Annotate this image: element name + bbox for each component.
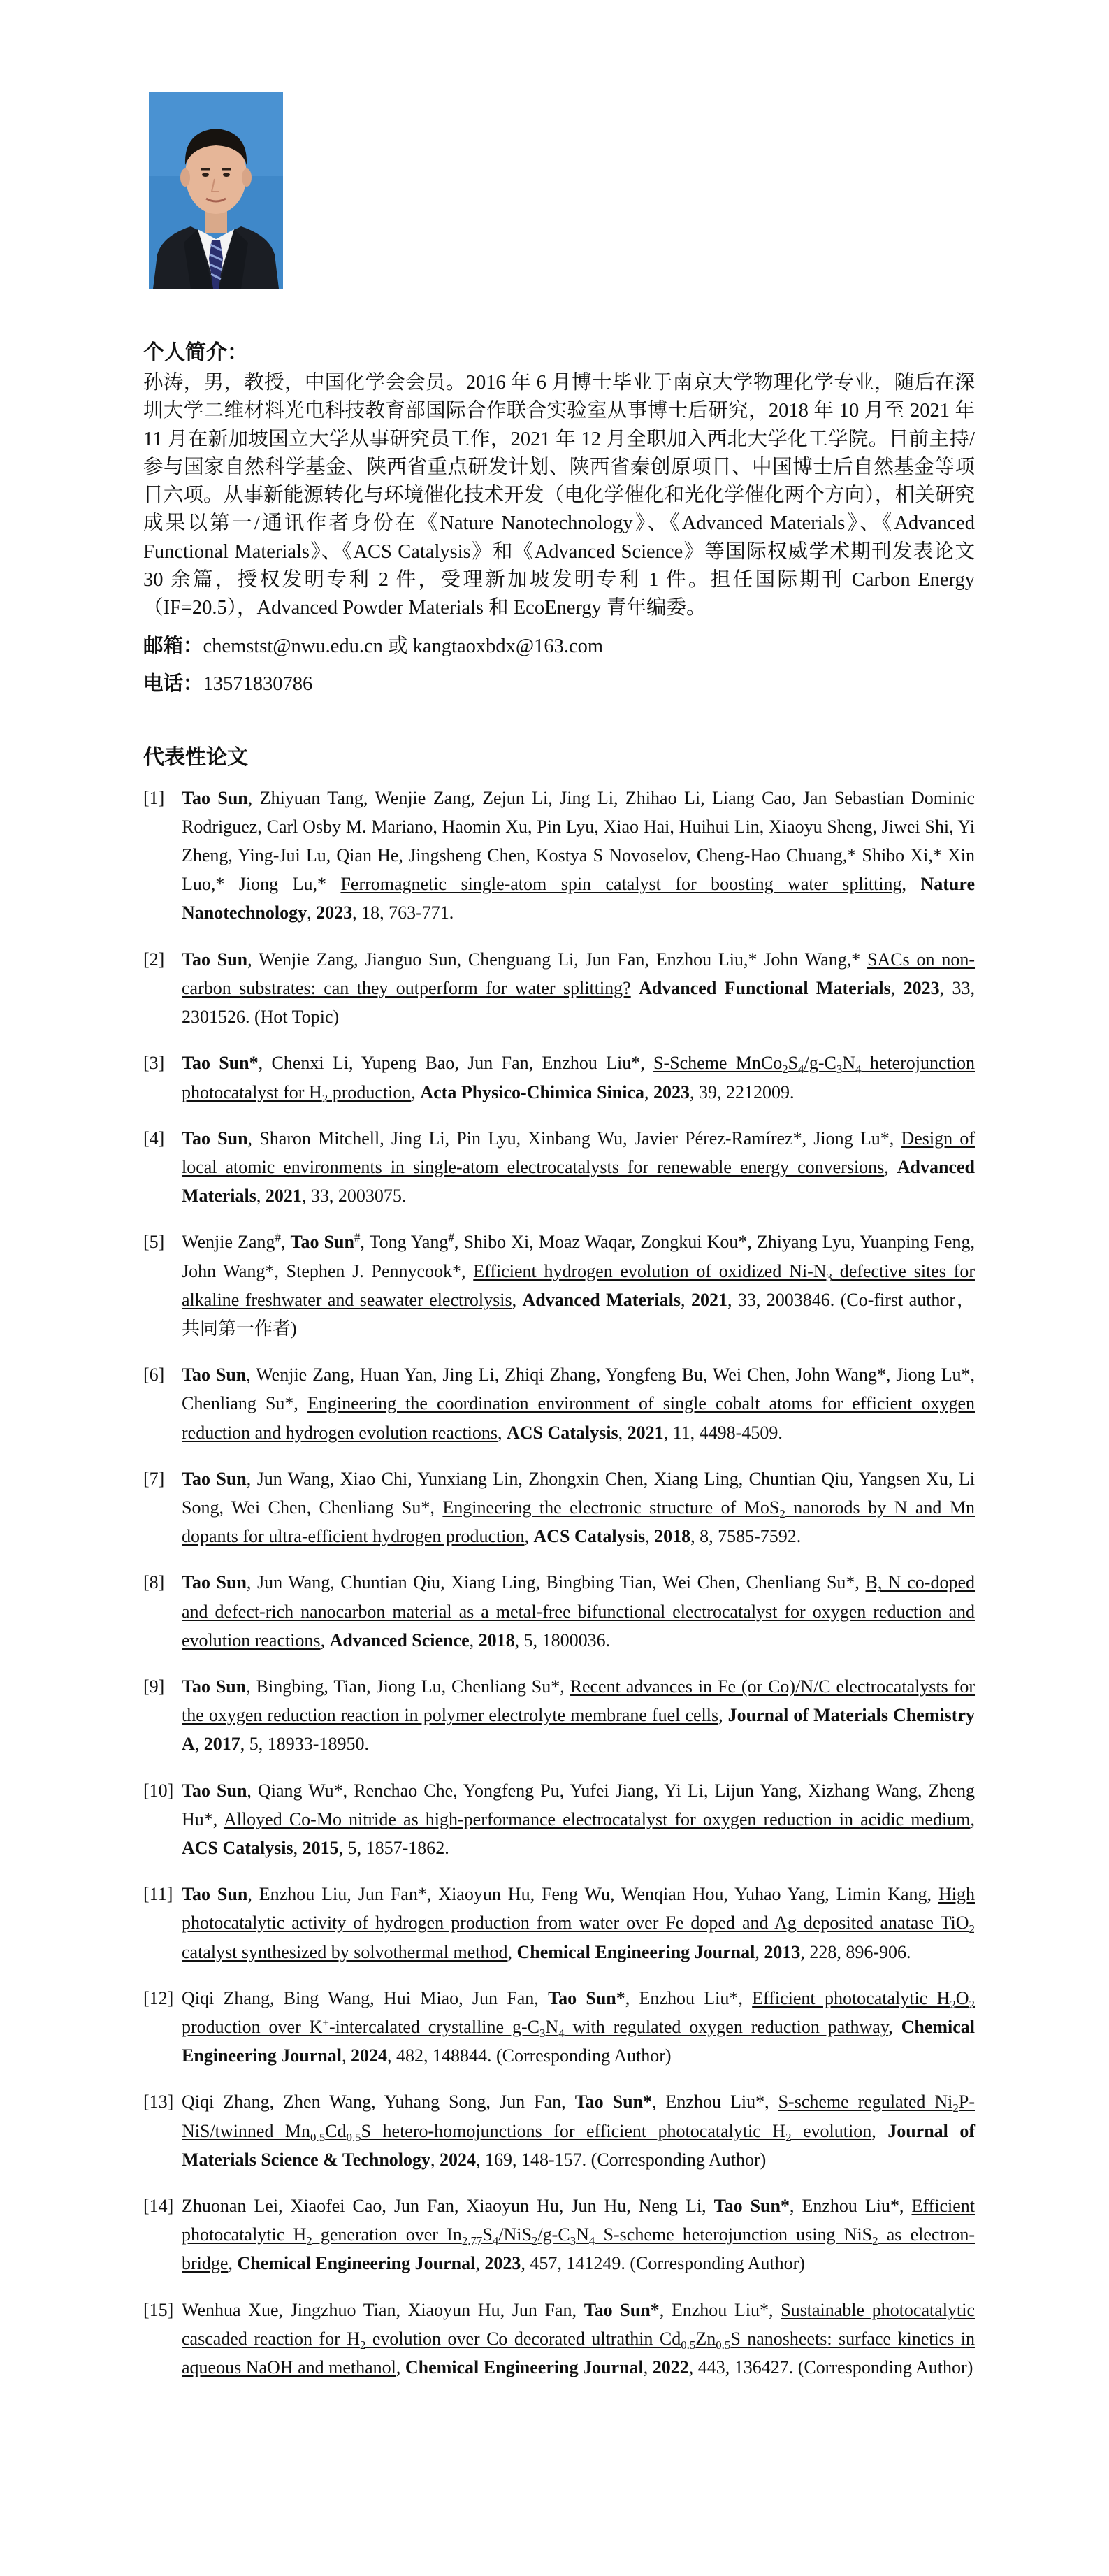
paper-number: [14] xyxy=(143,2196,174,2216)
email-row xyxy=(143,633,975,661)
paper-citation: Qiqi Zhang, Zhen Wang, Yuhang Song, Jun Fan, Tao Sun*, Enzhou Liu*, S-scheme regulated $Ni_2P-NiS$/twinned $Mn_{0.5}Cd_{0.5}S$ hetero-homojunctions for efficient photocatalytic $H_2$ evolution, Journal of Materials Science & Technology, 2024, 169, 148-157. (Corresponding Author) xyxy=(182,2092,975,2170)
bio-paragraph: 孙涛，男，教授，中国化学会会员。2016 年 6 月博士毕业于南京大学物理化学专业，随后在深圳大学二维材料光电科技教育部国际合作联合实验室从事博士后研究，2018 年 10 月至 2021 年 11 月在新加坡国立大学从事研究员工作，2021 年 12 月全职加入西北大学化工学院。目前主持/参与国家自然科学基金、陕西省重点研发计划、陕西省秦创原项目、中国博士后自然基金等项目六项。从事新能源转化与环境催化技术开发（电化学催化和光化学催化两个方向），相关研究成果以第一/通讯作者身份在《Nature Nanotechnology》、《Advanced Materials》、《Advanced Functional Materials》、《ACS Catalysis》和《Advanced Science》等国际权威学术期刊发表论文 30 余篇，授权发明专利 2 件，受理新加坡发明专利 1 件。担任国际期刊 Carbon Energy（IF=20.5），Advanced Powder Materials 和 EcoEnergy 青年编委。 xyxy=(143,372,975,619)
paper-item xyxy=(143,1465,975,1551)
paper-citation: Tao Sun, Sharon Mitchell, Jing Li, Pin Lyu, Xinbang Wu, Javier Pérez-Ramírez*, Jiong Lu*, Design of local atomic environments in single-atom electrocatalysts for renewable energy conversions, Advanced Materials, 2021, 33, 2003075. xyxy=(182,1128,976,1207)
paper-list xyxy=(143,784,975,2382)
paper-number: [13] xyxy=(143,2092,174,2113)
paper-title-link[interactable]: High photocatalytic activity of hydrogen production from water over Fe doped and Ag deposited anatase TiO$_2$ catalyst synthesized by solvothermal method xyxy=(182,1884,975,1962)
paper-title-link[interactable]: Engineering the electronic structure of MoS$_2$ nanorods by N and Mn dopants for ultra-efficient hydrogen production xyxy=(182,1497,975,1547)
paper-item xyxy=(143,1672,975,1759)
cv-content xyxy=(143,337,975,2399)
paper-item xyxy=(143,1776,975,1863)
paper-title-link[interactable]: Sustainable photocatalytic cascaded reaction for $H_2$ evolution over Co decorated ultrathin $Cd_{0.5}Zn_{0.5}S$ nanosheets: surface kinetics in aqueous NaOH and methanol xyxy=(182,2299,975,2378)
paper-citation: Tao Sun, Wenjie Zang, Jianguo Sun, Chenguang Li, Jun Fan, Enzhou Liu,* John Wang,* SACs on non-carbon substrates: can they outperform for water splitting? Advanced Functional Materials, 2023, 33, 2301526. (Hot Topic) xyxy=(182,949,976,1028)
paper-citation: Zhuonan Lei, Xiaofei Cao, Jun Fan, Xiaoyun Hu, Jun Hu, Neng Li, Tao Sun*, Enzhou Liu*, Efficient photocatalytic $H_2$ generation over $In_{2.77}S_4/NiS_2/g-C_3N_4$ S-scheme heterojunction using NiS$_2$ as electron-bridge, Chemical Engineering Journal, 2023, 457, 141249. (Corresponding Author) xyxy=(182,2196,975,2274)
paper-number: [12] xyxy=(143,1987,174,2008)
paper-number: [11] xyxy=(143,1884,173,1905)
paper-title-link[interactable]: Efficient photocatalytic $H_2O_2$ production over K+-intercalated crystalline $g-C_3N_4$ with regulated oxygen reduction pathway xyxy=(182,1987,975,2041)
paper-number: [5] xyxy=(143,1232,165,1253)
paper-number: [9] xyxy=(143,1676,165,1697)
paper-item xyxy=(143,2192,975,2278)
paper-citation: Tao Sun, Qiang Wu*, Renchao Che, Yongfeng Pu, Yufei Jiang, Yi Li, Lijun Yang, Xizhang Wang, Zheng Hu*, Alloyed Co-Mo nitride as high-performance electrocatalyst for oxygen reduction in acidic medium, ACS Catalysis, 2015, 5, 1857-1862. xyxy=(182,1780,975,1858)
paper-item xyxy=(143,2296,975,2382)
phone-row xyxy=(143,670,975,698)
phone-label: 电话： xyxy=(143,672,203,695)
paper-citation: Wenjie Zang#, Tao Sun#, Tong Yang#, Shibo Xi, Moaz Waqar, Zongkui Kou*, Zhiyang Lyu, Yuanping Feng, John Wang*, Stephen J. Pennycook*, Efficient hydrogen evolution of oxidized $Ni-N_3$ defective sites for alkaline freshwater and seawater electrolysis, Advanced Materials, 2021, 33, 2003846. (Co-first author，共同第一作者) xyxy=(182,1230,976,1339)
paper-number: [8] xyxy=(143,1572,165,1593)
paper-title-link[interactable]: B, N co-doped and defect-rich nanocarbon material as a metal-free bifunctional electrocatalyst for oxygen reduction and evolution reactions xyxy=(182,1572,976,1650)
paper-title-link[interactable]: Recent advances in Fe (or Co)/N/C electrocatalysts for the oxygen reduction reaction in polymer electrolyte membrane fuel cells xyxy=(182,1676,976,1726)
papers-heading: 代表性论文 xyxy=(143,745,248,769)
paper-title-link[interactable]: Efficient photocatalytic $H_2$ generation over $In_{2.77}S_4/NiS_2/g-C_3N_4$ S-scheme heterojunction using NiS$_2$ as electron-bridge xyxy=(182,2196,975,2274)
paper-title-link[interactable]: Alloyed Co-Mo nitride as high-performance electrocatalyst for oxygen reduction in acidic medium xyxy=(223,1808,971,1829)
paper-item xyxy=(143,1124,975,1211)
paper-item xyxy=(143,945,975,1032)
paper-title-link[interactable]: Design of local atomic environments in single-atom electrocatalysts for renewable energy conversions xyxy=(182,1128,975,1177)
paper-number: [3] xyxy=(143,1053,165,1074)
paper-item xyxy=(143,1228,975,1343)
paper-number: [4] xyxy=(143,1128,165,1149)
paper-item xyxy=(143,1360,975,1447)
paper-item xyxy=(143,1880,975,1966)
paper-title-link[interactable]: Engineering the coordination environment of single cobalt atoms for efficient oxygen reduction and hydrogen evolution reactions xyxy=(182,1393,975,1443)
paper-title-link[interactable]: S-scheme regulated $Ni_2P-NiS$/twinned $Mn_{0.5}Cd_{0.5}S$ hetero-homojunctions for efficient photocatalytic $H_2$ evolution xyxy=(182,2092,975,2144)
paper-title-link[interactable]: Efficient hydrogen evolution of oxidized $Ni-N_3$ defective sites for alkaline freshwater and seawater electrolysis xyxy=(182,1260,975,1310)
paper-citation: Tao Sun, Zhiyuan Tang, Wenjie Zang, Zejun Li, Jing Li, Zhihao Li, Liang Cao, Jan Sebastian Dominic Rodriguez, Carl Osby M. Mariano, Haomin Xu, Pin Lyu, Xiao Hai, Huihui Lin, Xiaoyu Sheng, Jiwei Shi, Yi Zheng, Ying-Jui Lu, Qian He, Jingsheng Chen, Kostya S Novoselov, Cheng-Hao Chuang,* Shibo Xi,* Xin Luo,* Jiong Lu,* Ferromagnetic single-atom spin catalyst for boosting water splitting, Nature Nanotechnology, 2023, 18, 763-771. xyxy=(182,787,976,923)
paper-citation: Tao Sun, Jun Wang, Xiao Chi, Yunxiang Lin, Zhongxin Chen, Xiang Ling, Chuntian Qiu, Yangsen Xu, Li Song, Wei Chen, Chenliang Su*, Engineering the electronic structure of MoS$_2$ nanorods by N and Mn dopants for ultra-efficient hydrogen production, ACS Catalysis, 2018, 8, 7585-7592. xyxy=(182,1468,975,1547)
paper-citation: Qiqi Zhang, Bing Wang, Hui Miao, Jun Fan, Tao Sun*, Enzhou Liu*, Efficient photocatalytic $H_2O_2$ production over K+-intercalated crystalline $g-C_3N_4$ with regulated oxygen reduction pathway, Chemical Engineering Journal, 2024, 482, 148844. (Corresponding Author) xyxy=(182,1987,976,2066)
paper-number: [1] xyxy=(143,787,165,808)
paper-citation: Tao Sun, Bingbing, Tian, Jiong Lu, Chenliang Su*, Recent advances in Fe (or Co)/N/C electrocatalysts for the oxygen reduction reaction in polymer electrolyte membrane fuel cells, Journal of Materials Chemistry A, 2017, 5, 18933-18950. xyxy=(182,1676,976,1755)
paper-citation: Tao Sun, Wenjie Zang, Huan Yan, Jing Li, Zhiqi Zhang, Yongfeng Bu, Wei Chen, John Wang*, Jiong Lu*, Chenliang Su*, Engineering the coordination environment of single cobalt atoms for efficient oxygen reduction and hydrogen evolution reactions, ACS Catalysis, 2021, 11, 4498-4509. xyxy=(182,1365,975,1443)
paper-title-link[interactable]: S-Scheme $MnCo_2S_4/g-C_3N_4$ heterojunction photocatalyst for $H_2$ production xyxy=(182,1053,975,1105)
paper-item xyxy=(143,784,975,928)
paper-item xyxy=(143,1049,975,1106)
paper-number: [10] xyxy=(143,1780,174,1801)
paper-citation: Wenhua Xue, Jingzhuo Tian, Xiaoyun Hu, Jun Fan, Tao Sun*, Enzhou Liu*, Sustainable photocatalytic cascaded reaction for $H_2$ evolution over Co decorated ultrathin $Cd_{0.5}Zn_{0.5}S$ nanosheets: surface kinetics in aqueous NaOH and methanol, Chemical Engineering Journal, 2022, 443, 136427. (Corresponding Author) xyxy=(182,2299,975,2378)
phone-value: 13571830786 xyxy=(203,672,313,695)
paper-number: [15] xyxy=(143,2299,174,2320)
paper-number: [7] xyxy=(143,1468,165,1489)
portrait-image xyxy=(149,92,283,289)
paper-item xyxy=(143,1984,975,2071)
paper-title-link[interactable]: Ferromagnetic single-atom spin catalyst for boosting water splitting xyxy=(340,874,902,895)
profile-heading: 个人简介： xyxy=(143,341,248,364)
contact-block xyxy=(143,633,975,698)
paper-item xyxy=(143,1568,975,1655)
paper-citation: Tao Sun, Jun Wang, Chuntian Qiu, Xiang Ling, Bingbing Tian, Wei Chen, Chenliang Su*, B, N co-doped and defect-rich nanocarbon material as a metal-free bifunctional electrocatalyst for oxygen reduction and evolution reactions, Advanced Science, 2018, 5, 1800036. xyxy=(182,1572,976,1650)
profile-photo xyxy=(149,92,283,289)
paper-number: [2] xyxy=(143,949,165,970)
paper-item xyxy=(143,2087,975,2174)
paper-title-link[interactable]: SACs on non-carbon substrates: can they outperform for water splitting? xyxy=(182,949,976,998)
paper-number: [6] xyxy=(143,1365,165,1386)
email-value[interactable]: chemstst@nwu.edu.cn 或 kangtaoxbdx@163.com xyxy=(203,635,604,657)
paper-citation: Tao Sun*, Chenxi Li, Yupeng Bao, Jun Fan, Enzhou Liu*, S-Scheme $MnCo_2S_4/g-C_3N_4$ heterojunction photocatalyst for $H_2$ production, Acta Physico-Chimica Sinica, 2023, 39, 2212009. xyxy=(182,1053,975,1105)
paper-citation: Tao Sun, Enzhou Liu, Jun Fan*, Xiaoyun Hu, Feng Wu, Wenqian Hou, Yuhao Yang, Limin Kang, High photocatalytic activity of hydrogen production from water over Fe doped and Ag deposited anatase TiO$_2$ catalyst synthesized by solvothermal method, Chemical Engineering Journal, 2013, 228, 896-906. xyxy=(182,1884,975,1962)
email-label: 邮箱： xyxy=(143,635,203,657)
